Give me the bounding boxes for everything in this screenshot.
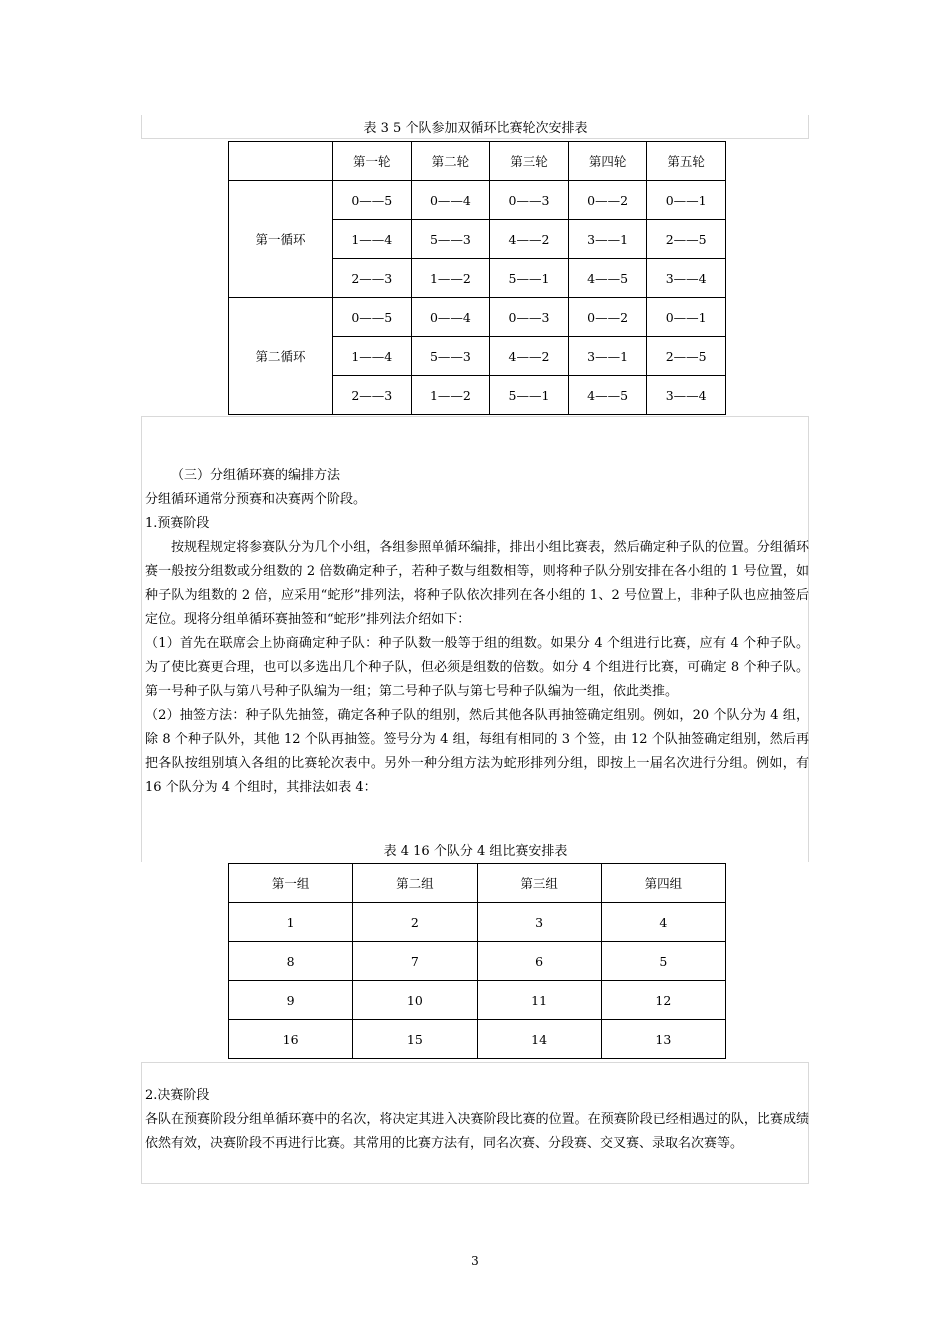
- table3-cell: 2——5: [647, 337, 726, 376]
- table3-cell: 0——5: [333, 181, 412, 220]
- table3-cell: 0——2: [568, 181, 647, 220]
- table3-cell: 3——1: [568, 220, 647, 259]
- table3-cell: 1——4: [333, 337, 412, 376]
- table4-header-group1: 第一组: [229, 864, 353, 903]
- table4-cell: 2: [353, 903, 477, 942]
- table3-cell: 5——1: [490, 376, 569, 415]
- table4-cell: 8: [229, 942, 353, 981]
- stage2-title: 2.决赛阶段: [145, 1088, 210, 1103]
- table4-caption: 表 4 16 个队分 4 组比赛安排表: [383, 844, 568, 859]
- table3-cell: 4——5: [568, 259, 647, 298]
- table4-cell: 15: [353, 1020, 477, 1059]
- table4-cell: 5: [601, 942, 725, 981]
- stage1-title: 1.预赛阶段: [145, 516, 210, 531]
- table3-cell: 3——4: [647, 376, 726, 415]
- table4-header-group4: 第四组: [601, 864, 725, 903]
- table3-cell: 3——4: [647, 259, 726, 298]
- table3-cell: 5——1: [490, 259, 569, 298]
- table4-cell: 12: [601, 981, 725, 1020]
- table4-cell: 9: [229, 981, 353, 1020]
- table4-cell: 7: [353, 942, 477, 981]
- section3-intro: 分组循环通常分预赛和决赛两个阶段。: [145, 492, 367, 507]
- table3-corner-cell: [229, 142, 333, 181]
- table4-cell: 14: [477, 1020, 601, 1059]
- table4-header-group3: 第三组: [477, 864, 601, 903]
- draw-paragraph: （2）抽签方法：种子队先抽签，确定各种子队的组别，然后其他各队再抽签确定组别。例如，20 个队分为 4 组，除 8 个种子队外，其他 12 个队再抽签。签号分为 4 组，每组有相同的 3 个签，由 12 个队抽签确定组别，然后再把各队按组别填入各组的比赛轮次表中。另外一种分组方法为蛇形排列分组，即按上一届名次进行分组。例如，有 16 个队分为 4 个组时，其排法如表 4：: [145, 708, 809, 795]
- table3-cell: 0——1: [647, 298, 726, 337]
- stage1-paragraph: 按规程规定将参赛队分为几个小组，各组参照单循环编排，排出小组比赛表，然后确定种子队的位置。分组循环赛一般按分组数或分组数的 2 倍数确定种子，若种子数与组数相等，则将种子队分别安排在各小组的 1 号位置，如种子队为组数的 2 倍，应采用“蛇形”排列法，将种子队依次排列在各小组的 1、2 号位置上，非种子队也应抽签后定位。现将分组单循环赛抽签和“蛇形”排列法介绍如下：: [145, 540, 809, 627]
- stage2-paragraph: 各队在预赛阶段分组单循环赛中的名次，将决定其进入决赛阶段比赛的位置。在预赛阶段已经相遇过的队，比赛成绩依然有效，决赛阶段不再进行比赛。其常用的比赛方法有，同名次赛、分段赛、交叉赛、录取名次赛等。: [145, 1112, 809, 1151]
- page-number: 3: [471, 1254, 479, 1268]
- table3-cell: 2——3: [333, 376, 412, 415]
- table3-cell: 2——3: [333, 259, 412, 298]
- table4-header-group2: 第二组: [353, 864, 477, 903]
- table4-cell: 4: [601, 903, 725, 942]
- section3-body: [145, 464, 809, 800]
- table3: [228, 141, 726, 415]
- table3-cell: 2——5: [647, 220, 726, 259]
- table3-header-round1: 第一轮: [333, 142, 412, 181]
- table3-cell: 4——5: [568, 376, 647, 415]
- table3-cell: 1——4: [333, 220, 412, 259]
- table4-cell: 6: [477, 942, 601, 981]
- table3-cycle-label: 第二循环: [229, 298, 333, 415]
- table4-cell: 1: [229, 903, 353, 942]
- table3-cell: 0——5: [333, 298, 412, 337]
- seed-paragraph: （1）首先在联席会上协商确定种子队：种子队数一般等于组的组数。如果分 4 个组进行比赛，应有 4 个种子队。为了使比赛更合理，也可以多选出几个种子队，但必须是组数的倍数。如分 4 个组进行比赛，可确定 8 个种子队。第一号种子队与第八号种子队编为一组；第二号种子队与第七号种子队编为一组，依此类推。: [145, 636, 809, 699]
- section3-heading: （三）分组循环赛的编排方法: [171, 468, 341, 483]
- table3-cell: 0——4: [411, 181, 490, 220]
- table3-cell: 5——3: [411, 220, 490, 259]
- table3-header-round4: 第四轮: [568, 142, 647, 181]
- table3-caption: 表 3 5 个队参加双循环比赛轮次安排表: [363, 121, 588, 136]
- table3-cell: 0——4: [411, 298, 490, 337]
- table4-cell: 16: [229, 1020, 353, 1059]
- table3-cell: 5——3: [411, 337, 490, 376]
- table3-header-round2: 第二轮: [411, 142, 490, 181]
- table3-cell: 0——1: [647, 181, 726, 220]
- table3-cycle-label: 第一循环: [229, 181, 333, 298]
- table3-cell: 1——2: [411, 259, 490, 298]
- table4-cell: 11: [477, 981, 601, 1020]
- table3-cell: 1——2: [411, 376, 490, 415]
- table3-cell: 0——2: [568, 298, 647, 337]
- table3-cell: 0——3: [490, 298, 569, 337]
- table4-cell: 13: [601, 1020, 725, 1059]
- table3-cell: 0——3: [490, 181, 569, 220]
- table3-cell: 3——1: [568, 337, 647, 376]
- table4: [228, 863, 726, 1059]
- table3-header-round5: 第五轮: [647, 142, 726, 181]
- table4-cell: 10: [353, 981, 477, 1020]
- table4-cell: 3: [477, 903, 601, 942]
- table3-header-round3: 第三轮: [490, 142, 569, 181]
- stage2-body: [145, 1084, 809, 1156]
- table3-cell: 4——2: [490, 220, 569, 259]
- table3-cell: 4——2: [490, 337, 569, 376]
